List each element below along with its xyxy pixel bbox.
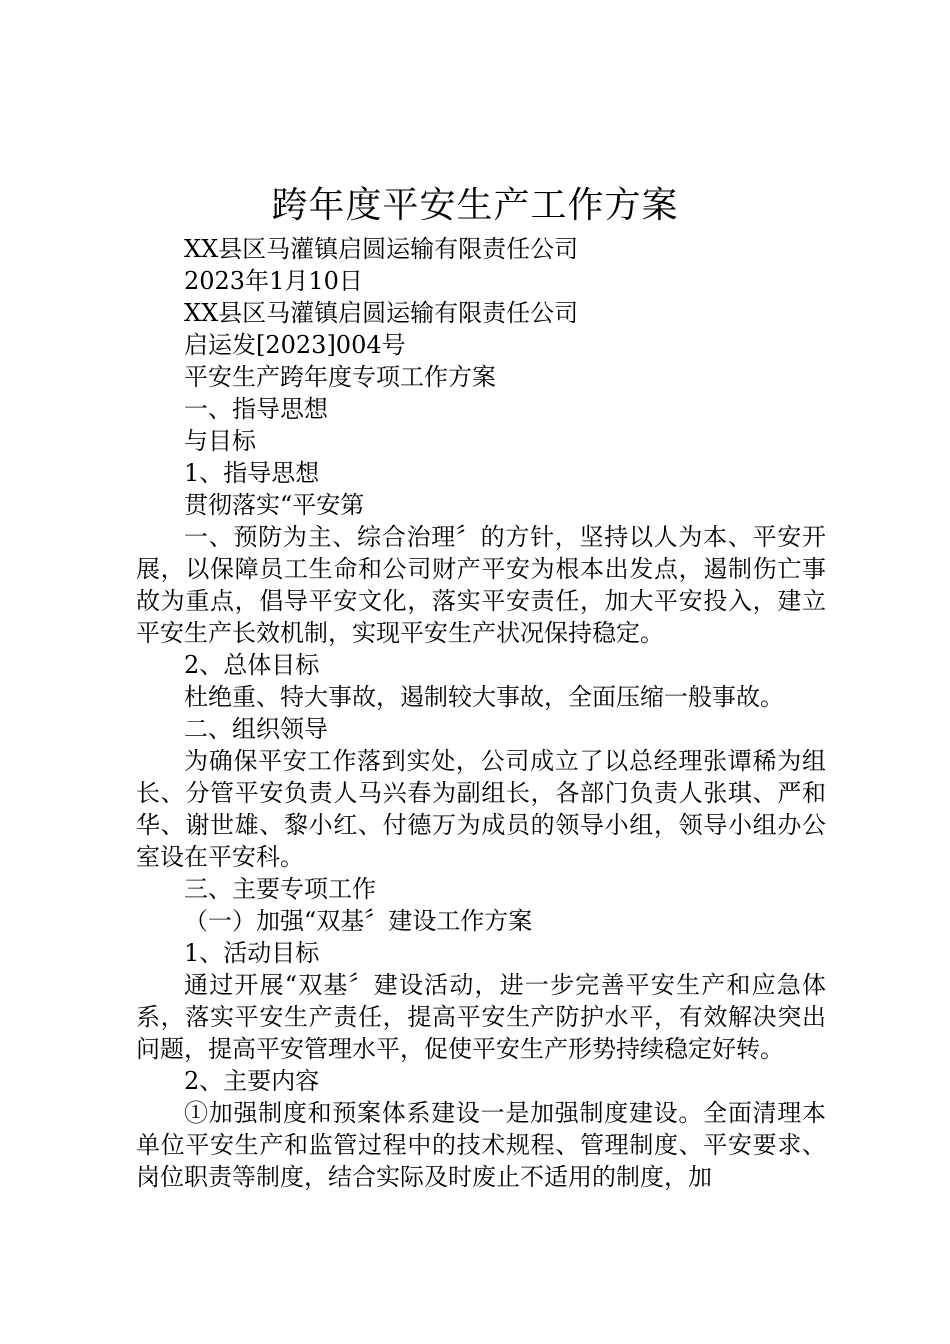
paragraph-plan-title: 平安生产跨年度专项工作方案 <box>184 363 496 391</box>
document-title: 跨年度平安生产工作方案 <box>271 185 679 226</box>
subsection-heading-double-base: （一）加强“双基〞建设工作方案 <box>184 907 533 935</box>
section-heading-main-work: 三、主要专项工作 <box>184 875 376 903</box>
paragraph-document-number: 启运发[2023]004号 <box>184 331 406 359</box>
section-heading-goals: 与目标 <box>184 427 256 455</box>
section-heading-guiding-thought: 一、指导思想 <box>184 395 328 423</box>
document-body <box>136 233 826 1193</box>
paragraph-overall-goal: 杜绝重、特大事故，遏制较大事故，全面压缩一般事故。 <box>184 683 784 711</box>
paragraph-date: 2023年1月10日 <box>184 267 363 295</box>
subsection-heading-activity-goal: 1、活动目标 <box>184 939 320 967</box>
subsection-heading-overall-goal: 2、总体目标 <box>184 651 320 679</box>
paragraph-company-name: XX县区马灌镇启圆运输有限责任公司 <box>184 235 579 263</box>
subsection-heading-guiding-thought: 1、指导思想 <box>184 459 320 487</box>
paragraph-policy: 一、预防为主、综合治理〞的方针，坚持以人为本、平安开展，以保障员工生命和公司财产平安为根本出发点，遏制伤亡事故为重点，倡导平安文化，落实平安责任，加大平安投入，建立平安生产长效机制，实现平安生产状况保持稳定。 <box>136 523 826 647</box>
paragraph-activity-goal: 通过开展“双基〞建设活动，进一步完善平安生产和应急体系，落实平安生产责任，提高平安生产防护水平，有效解决突出问题，提高平安管理水平，促使平安生产形势持续稳定好转。 <box>136 971 826 1063</box>
paragraph-main-content: ①加强制度和预案体系建设一是加强制度建设。全面清理本单位平安生产和监管过程中的技术规程、管理制度、平安要求、岗位职责等制度，结合实际及时废止不适用的制度，加 <box>136 1099 826 1191</box>
subsection-heading-main-content: 2、主要内容 <box>184 1067 320 1095</box>
paragraph-leadership: 为确保平安工作落到实处，公司成立了以总经理张谭稀为组长、分管平安负责人马兴春为副组长，各部门负责人张琪、严和华、谢世雄、黎小红、付德万为成员的领导小组，领导小组办公室设在平安科。 <box>136 747 826 871</box>
paragraph-implement: 贯彻落实“平安第 <box>184 491 365 519</box>
section-heading-leadership: 二、组织领导 <box>184 715 328 743</box>
paragraph-issuer: XX县区马灌镇启圆运输有限责任公司 <box>184 299 579 327</box>
